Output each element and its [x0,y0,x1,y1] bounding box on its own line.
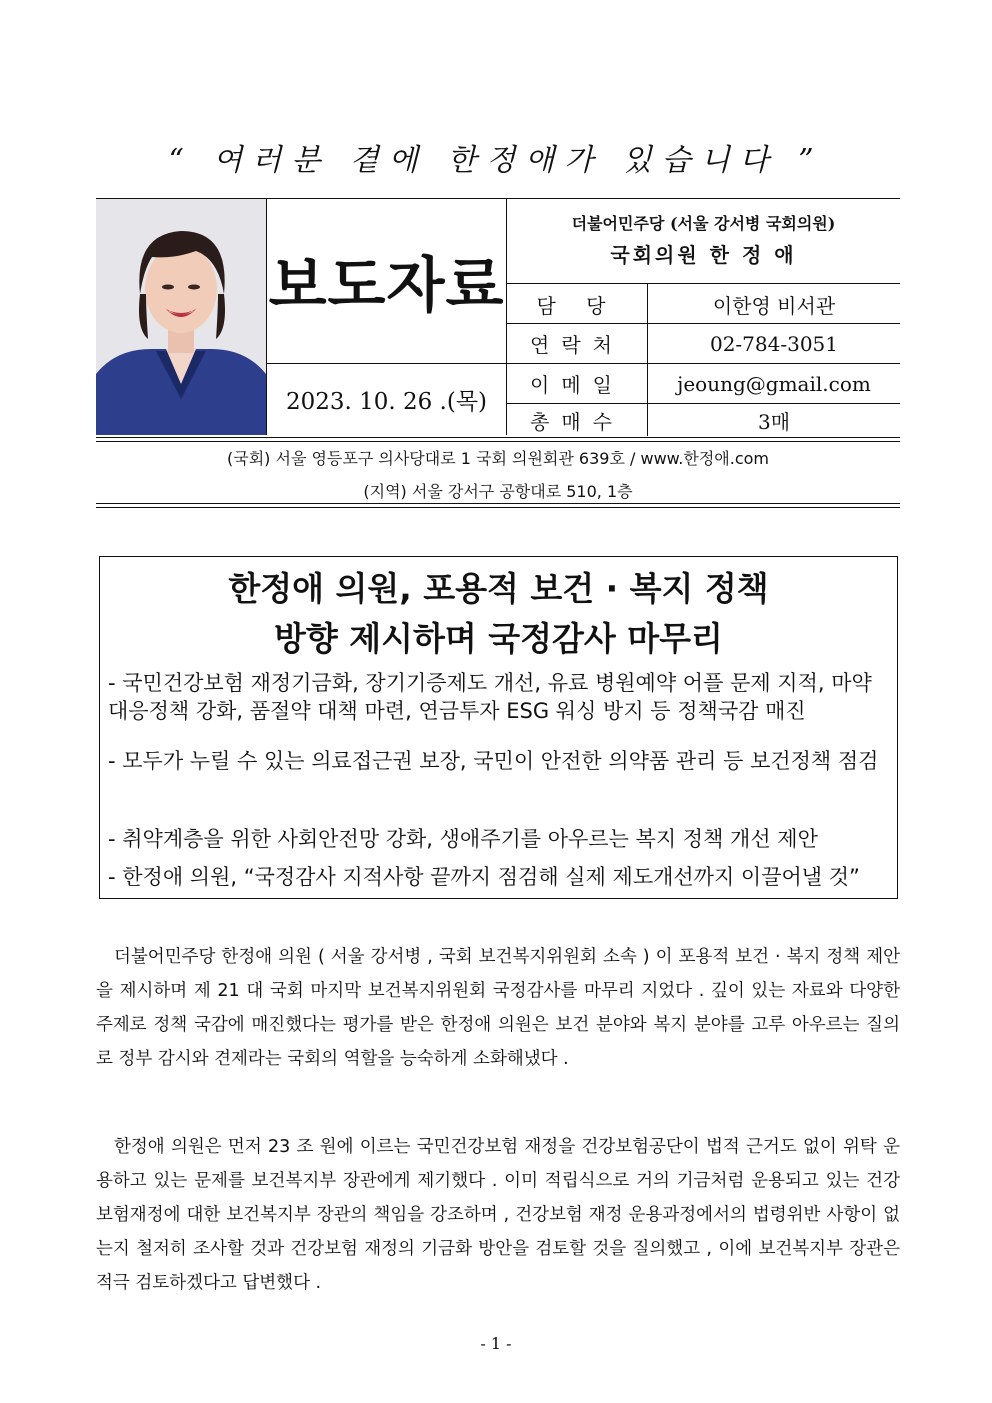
party-affiliation: 더불어민주당 (서울 강서병 국회의원) [571,214,836,233]
body-paragraph: 한정애 의원은 먼저 23 조 원에 이르는 국민건강보험 재정을 건강보험공단이 법적 근거도 없이 위탁 운용하고 있는 문제를 보건복지부 장관에게 제기했다 . 이미 적립식으로 거의 기금처럼 운용되고 있는 건강보험재정에 대한 보건복지부 장관의 책임을 강조하며 , 건강보험 재정 운용과정에서의 법령위반 사항이 없는지 철저히 조사할 것과 건강보험 재정의 기금화 방안을 검토할 것을 질의했고 , 이에 보건복지부 장관은 적극 검토하겠다고 답변했다 . [96,1137,900,1293]
headline-box [99,556,898,899]
info-label: 담 당 [507,284,648,324]
assembly-address: (국회) 서울 영등포구 의사당대로 1 국회 의원회관 639호 / www.한정애.com [227,449,769,468]
info-label: 이메일 [507,364,648,403]
press-header [96,198,900,438]
contact-info [507,199,900,435]
headline-line-1: 한정애 의원, 포용적 보건 · 복지 정책 [228,569,769,608]
press-release-title: 보도자료 [267,199,507,364]
info-value: 이한영 비서관 [712,293,836,318]
info-row-contact-person [507,283,900,324]
info-value: 02-784-3051 [709,331,839,356]
info-row-phone [507,323,900,363]
release-date: 2023. 10. 26 .(목) [267,364,507,435]
slogan: “ 여러분 곁에 한정애가 있습니다 ” [168,143,824,178]
divider [96,437,900,442]
info-row-page-count [507,403,900,436]
page-number: - 1 - [480,1334,512,1353]
summary-bullet: - 국민건강보험 재정기금화, 장기기증제도 개선, 유료 병원예약 어플 문제 지적, 마약대응정책 강화, 품절약 대책 마련, 연금투자 ESG 워싱 방지 등 정책국감 매진 [108,671,872,723]
divider [96,503,900,508]
summary-bullet: - 한정애 의원, “국정감사 지적사항 끝까지 점검해 실제 제도개선까지 이끌어낼 것” [108,865,860,889]
local-address: (지역) 서울 강서구 공항대로 510, 1층 [363,482,633,501]
info-label: 총매수 [507,404,648,436]
info-value: jeoung@gmail.com [677,371,871,396]
headline-line-2: 방향 제시하며 국정감사 마무리 [274,619,723,658]
info-label: 연락처 [507,324,648,363]
member-photo [96,199,267,435]
portrait-image [96,199,266,435]
body-paragraph: 더불어민주당 한정애 의원 ( 서울 강서병 , 국회 보건복지위원회 소속 ) 이 포용적 보건 · 복지 정책 제안을 제시하며 제 21 대 국회 마지막 보건복지위원회 국정감사를 마무리 지었다 . 깊이 있는 자료와 다양한 주제로 정책 국감에 매진했다는 평가를 받은 한정애 의원은 보건 분야와 복지 분야를 고루 아우르는 질의로 정부 감시와 견제라는 국회의 역할을 능숙하게 소화해냈다 . [96,947,900,1069]
info-value: 3매 [757,409,791,434]
summary-bullet: - 취약계층을 위한 사회안전망 강화, 생애주기를 아우르는 복지 정책 개선 제안 [108,827,818,851]
member-name: 국회의원 한 정 애 [610,243,797,267]
summary-bullet: - 모두가 누릴 수 있는 의료접근권 보장, 국민이 안전한 의약품 관리 등 보건정책 점검 [108,749,879,773]
info-row-email [507,363,900,403]
